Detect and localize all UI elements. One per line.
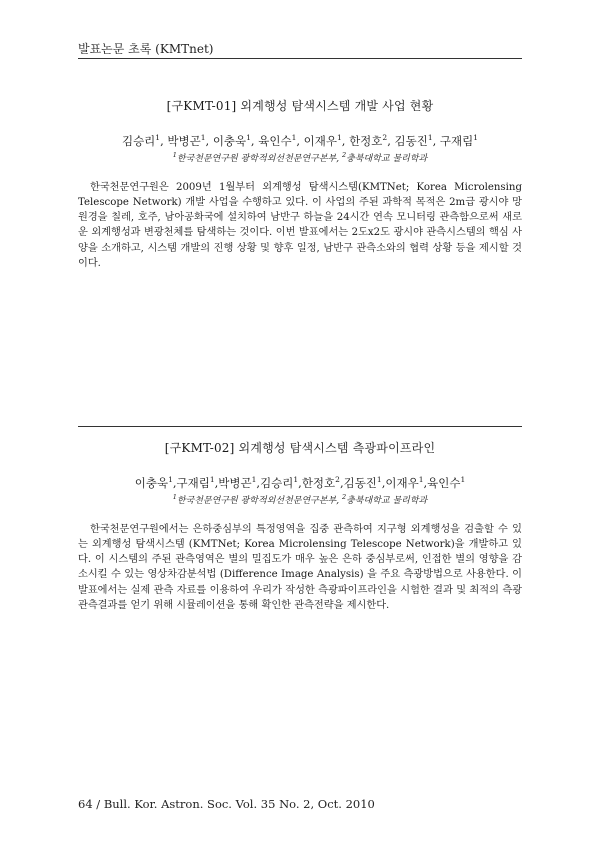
author: 박병곤$^1$, — [218, 475, 261, 490]
page-footer-citation: 64 / Bull. Kor. Astron. Soc. Vol. 35 No. 2, Oct. 2010 — [78, 797, 375, 811]
affiliation: $^2$충북대학교 물리학과 — [341, 150, 428, 164]
author: 육인수$^1$ — [427, 475, 466, 490]
author: 이재우$^1$, — [385, 475, 428, 490]
affiliations — [78, 149, 522, 166]
author-list — [78, 472, 522, 491]
author: 김동진$^1$, — [343, 475, 386, 490]
running-header: 발표논문 초록 (KMTnet) — [78, 42, 214, 56]
abstract-body: 한국천문연구원은 2009년 1월부터 외계행성 탐색시스템(KMTNet; Korea Microlensing Telescope Network) 개발 사업을 수행하고 있다. 이 사업의 주된 과학적 목적은 2m급 광시야 망원경을 칠레, 호주, 남아공화국에 설치하여 남반구 하늘을 24시간 연속 모니터링 관측함으로써 새로운 외계행성과 변광천체를 탐색하는 것이다. 이번 발표에서는 2도x2도 광시야 관측시스템의 핵심 사양을 소개하고, 시스템 개발의 진행 상황 및 향후 일정, 남반구 관측소와의 협력 상황 등을 제시할 것이다. — [78, 181, 522, 269]
abstract-kmt-01 — [78, 97, 522, 271]
affiliation: $^1$한국천문연구원 광학적외선천문연구본부, — [172, 150, 342, 164]
affiliation: $^2$충북대학교 물리학과 — [341, 492, 428, 506]
author: 육인수$^1$, — [258, 133, 304, 148]
author: 구재림$^1$, — [176, 475, 219, 490]
affiliations — [78, 491, 522, 508]
author: 이충욱$^1$, — [134, 475, 177, 490]
author: 박병곤$^1$, — [167, 133, 213, 148]
author: 이충욱$^1$, — [212, 133, 259, 148]
section-divider — [78, 426, 522, 427]
header-rule — [78, 58, 522, 59]
abstract-kmt-02 — [78, 426, 522, 613]
author: 김동진$^1$, — [394, 133, 440, 148]
author: 이재우$^1$, — [303, 133, 350, 148]
affiliation: $^1$한국천문연구원 광학적외선천문연구본부, — [172, 492, 342, 506]
author: 김승리$^1$, — [121, 133, 168, 148]
author: 구재림$^1$ — [439, 133, 479, 148]
abstract-title: [구KMT-02] 외계행성 탐색시스템 측광파이프라인 — [164, 441, 436, 455]
author: 한정호$^2$, — [349, 133, 395, 148]
abstract-body: 한국천문연구원에서는 은하중심부의 특정영역을 집중 관측하여 지구형 외계행성을 검출할 수 있는 외계행성 탐색시스템 (KMTNet; Korea Microlensing Telescope Network)을 개발하고 있다. 이 시스템의 주된 관측영역은 별의 밀집도가 매우 높은 은하 중심부로써, 인접한 별의 영향을 감소시킬 수 있는 영상차감분석법 (Difference Image Analysis) 을 주요 측광방법으로 사용한다. 이 발표에서는 실제 관측 자료를 이용하여 우리가 작성한 측광파이프라인을 시험한 결과 및 최적의 측광관측결과를 얻기 위해 시뮬레이션을 통해 확인한 관측전략을 제시한다. — [78, 523, 522, 611]
author-list — [78, 130, 522, 149]
abstract-title: [구KMT-01] 외계행성 탐색시스템 개발 사업 현황 — [166, 99, 434, 113]
author: 김승리$^1$, — [260, 475, 302, 490]
author: 한정호$^2$, — [301, 475, 344, 490]
